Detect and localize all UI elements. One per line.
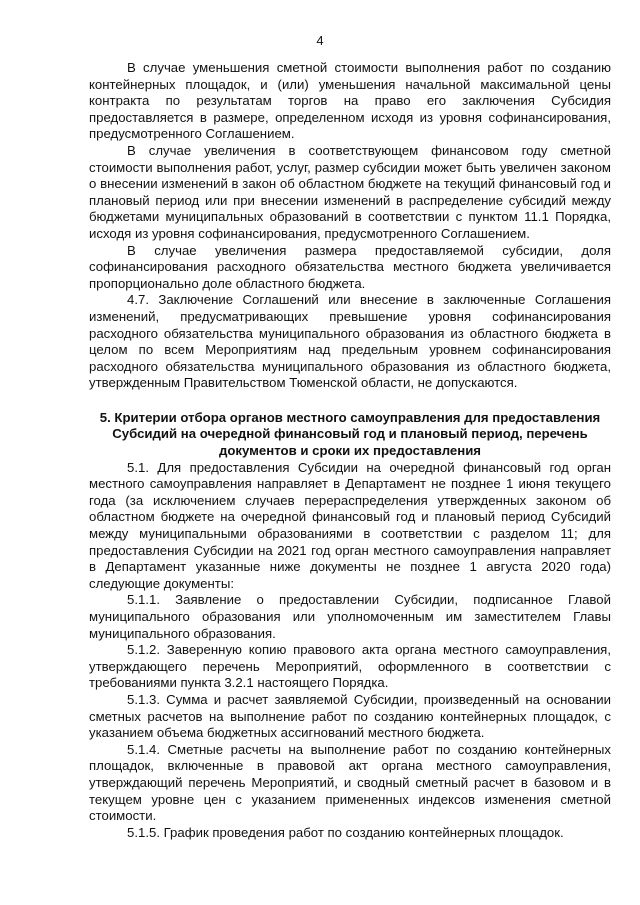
paragraph-5-1-2: 5.1.2. Заверенную копию правового акта органа местного самоуправления, утверждающего перечень Мероприятий, оформленного в соответствии с требованиями пункта 3.2.1 настоящего Порядка.	[89, 642, 611, 691]
paragraph-5-1-4: 5.1.4. Сметные расчеты на выполнение работ по созданию контейнерных площадок, включенные в правовой акт органа местного самоуправления, утверждающий перечень Мероприятий, и сводный сметный расчет в базовом и в текущем уровне цен с указанием примененных индексов изменения сметной стоимости.	[89, 741, 611, 824]
section-spacer	[89, 392, 611, 410]
paragraph-5-1-5: 5.1.5. График проведения работ по созданию контейнерных площадок.	[127, 824, 564, 840]
paragraph-budget-decrease: В случае уменьшения сметной стоимости выполнения работ по созданию контейнерных площадок, и (или) уменьшения начальной максимальной цены контракта по результатам торгов на право его заключения Субсидия предоставляется в размере, определенном исходя из уровня софинансирования, предусмотренного Соглашением.	[89, 60, 611, 142]
section-5-heading: 5. Критерии отбора органов местного самоуправления для предоставления Субсидий на очередной финансовый год и плановый период, перечень документов и сроки их предоставления	[99, 409, 601, 459]
paragraph-5-1-1: 5.1.1. Заявление о предоставлении Субсидии, подписанное Главой муниципального образования или уполномоченным им заместителем Главы муниципального образования.	[89, 592, 611, 641]
paragraph-4-7: 4.7. Заключение Соглашений или внесение в заключенные Соглашения изменений, предусматривающих превышение уровня софинансирования расходного обязательства муниципального образования из областного бюджета в целом по всем Мероприятиям над предельным уровнем софинансирования расходного обязательства муниципального образования из областного бюджета, утвержденным Правительством Тюменской области, не допускаются.	[89, 292, 611, 391]
paragraph-subsidy-increase: В случае увеличения размера предоставляемой субсидии, доля софинансирования расходного обязательства местного бюджета увеличивается пропорционально доле областного бюджета.	[89, 242, 611, 291]
page-number: 4	[316, 33, 324, 48]
document-body	[89, 60, 611, 841]
paragraph-budget-increase: В случае увеличения в соответствующем финансовом году сметной стоимости выполнения работ, услуг, размер субсидии может быть увеличен законом о внесении изменений в закон об областном бюджете на текущий финансовый год и плановый период или при внесении изменений в распределение субсидий между бюджетами муниципальных образований в соответствии с пунктом 11.1 Порядка, исходя из уровня софинансирования, предусмотренного Соглашением.	[89, 142, 611, 241]
paragraph-5-1: 5.1. Для предоставления Субсидии на очередной финансовый год орган местного самоуправления направляет в Департамент не позднее 1 июня текущего года (за исключением случаев перераспределения утвержденных законом об областном бюджете на очередной финансовый год и плановый период Субсидий между муниципальными образованиями в соответствии с разделом 11; для предоставления Субсидии на 2021 год орган местного самоуправления направляет в Департамент указанные ниже документы не позднее 1 августа 2020 года) следующие документы:	[89, 459, 611, 591]
paragraph-5-1-3: 5.1.3. Сумма и расчет заявляемой Субсидии, произведенный на основании сметных расчетов на выполнение работ по созданию контейнерных площадок, с указанием объема бюджетных ассигнований местного бюджета.	[89, 691, 611, 741]
